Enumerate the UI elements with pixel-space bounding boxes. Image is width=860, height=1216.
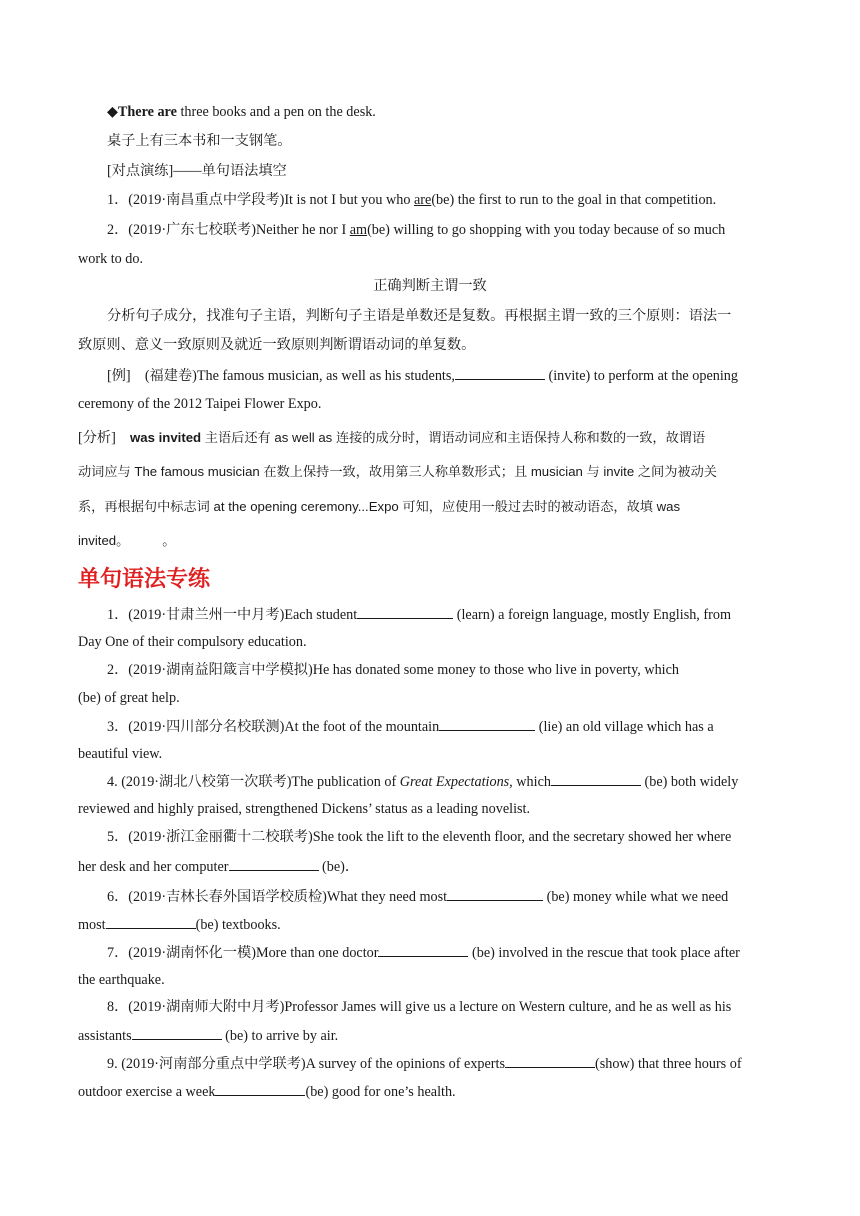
practice-question-8: 8．(2019·湖南师大附中月考)Professor James will give us a lecture on Western culture, and he as well as his [107,999,732,1015]
practice-question-9 [107,1053,782,1074]
answer-blank[interactable] [455,365,545,380]
practice-question-3 [107,716,782,737]
q-text: (be) both widely [640,774,739,790]
analysis-line: 系，再根据句中标志词 at the opening ceremony...Expo 可知，应使用一般过去时的被动语态，故填 was [78,499,681,514]
answer-blank[interactable] [378,942,468,957]
q-text: most [78,917,106,933]
analysis-text: 主语后还有 as well as 连接的成分时，谓语动词应和主语保持人称和数的一致，故谓语 [201,430,706,445]
practice-question-4 [107,771,782,792]
practice-question-9-cont [78,1081,782,1102]
answer-text: are [414,192,432,208]
q-text: 6．(2019·吉林长春外国语学校质检)What they need most [107,889,448,905]
book-title: Great Expectations, [399,774,513,790]
answer-blank[interactable] [439,716,535,731]
example-translation: 桌子上有三本书和一支钢笔。 [107,133,292,149]
q-text: outdoor exercise a week [78,1084,216,1100]
q-text: (be) willing to go shopping with you today because of so much [367,222,726,238]
example-question [107,365,782,386]
answer-blank[interactable] [551,771,641,786]
analysis-label: [分析] [78,430,131,446]
practice-question-7-cont: the earthquake. [78,972,165,988]
practice-question-6 [107,886,782,907]
example-rest: three books and a pen on the desk. [176,104,376,120]
q-text: 1．(2019·甘肃兰州一中月考)Each student [107,607,358,623]
practice-question-2-cont: (be) of great help. [78,690,180,706]
q-text: her desk and her computer [78,859,229,875]
practice-question-5-cont [78,856,782,877]
practice-question-8-cont [78,1025,782,1046]
analysis-answer: was invited [130,430,202,445]
q-text: 7．(2019·湖南怀化一模)More than one doctor [107,945,379,961]
drill-question-2 [107,220,782,240]
q-text: 9. (2019·河南部分重点中学联考)A survey of the opinions of experts [107,1056,505,1072]
practice-question-1 [107,604,782,625]
q-text: (be) good for one’s health. [305,1084,456,1100]
section-para-line: 致原则、意义一致原则及就近一致原则判断谓语动词的单复数。 [78,337,476,353]
q-text: (invite) to perform at the opening [544,368,738,384]
answer-blank[interactable] [229,856,319,871]
q-text: 2．(2019·广东七校联考)Neither he nor I [107,222,350,238]
example-sentence: ◆There are three books and a pen on the desk. [107,104,376,120]
drill-question-2-cont: work to do. [78,251,144,267]
q-text: (be)． [318,859,360,875]
example-question-cont: ceremony of the 2012 Taipei Flower Expo. [78,396,322,412]
q-text: [例] (福建卷)The famous musician, as well as his students, [107,368,455,384]
practice-question-2: 2．(2019·湖南益阳箴言中学模拟)He has donated some money to those who live in poverty, which [107,662,680,678]
q-text: 3．(2019·四川部分名校联测)At the foot of the mountain [107,719,440,735]
q-text: 1．(2019·南昌重点中学段考)It is not I but you who [107,192,414,208]
q-text: assistants [78,1028,132,1044]
q-text: (learn) a foreign language, mostly English, from [453,607,731,623]
q-text: which [512,774,551,790]
answer-blank[interactable] [132,1025,222,1040]
analysis-line: 动词应与 The famous musician 在数上保持一致，故用第三人称单数形式；且 musician 与 invite 之间为被动关 [78,464,717,479]
section-title: 正确判断主谓一致 [373,278,487,294]
practice-question-4-cont: reviewed and highly praised, strengthened Dickens’ status as a leading novelist. [78,801,531,817]
practice-question-6-cont [78,914,782,935]
answer-text: am [349,222,368,238]
practice-question-1-cont: Day One of their compulsory education. [78,634,307,650]
q-text: (be) money while what we need [543,889,729,905]
q-text: (be) textbooks. [195,917,281,933]
drill-question-1 [107,190,782,210]
answer-blank[interactable] [215,1081,305,1096]
q-text: (be) the first to run to the goal in that competition. [431,192,717,208]
answer-blank[interactable] [505,1053,595,1068]
example-bold: There are [117,104,177,120]
practice-question-3-cont: beautiful view. [78,746,163,762]
practice-heading: 单句语法专练 [78,567,211,592]
answer-blank[interactable] [447,886,543,901]
q-text: (be) involved in the rescue that took place after [468,945,740,961]
q-text: 4. (2019·湖北八校第一次联考)The publication of [107,774,400,790]
analysis-line [78,428,782,448]
q-text: (be) to arrive by air. [221,1028,339,1044]
q-text: (show) that three hours of [595,1056,742,1072]
section-para-line: 分析句子成分，找准句子主语，判断句子主语是单数还是复数。再根据主谓一致的三个原则：语法一 [107,308,732,324]
practice-question-7 [107,942,782,963]
drill-title: [对点演练]——单句语法填空 [107,163,287,179]
answer-blank[interactable] [106,914,196,929]
q-text: (lie) an old village which has a [535,719,714,735]
practice-question-5: 5．(2019·浙江金丽衢十二校联考)She took the lift to the eleventh floor, and the secretary showed her where [107,829,732,845]
analysis-line: invited。 。 [78,533,176,548]
answer-blank[interactable] [357,604,453,619]
